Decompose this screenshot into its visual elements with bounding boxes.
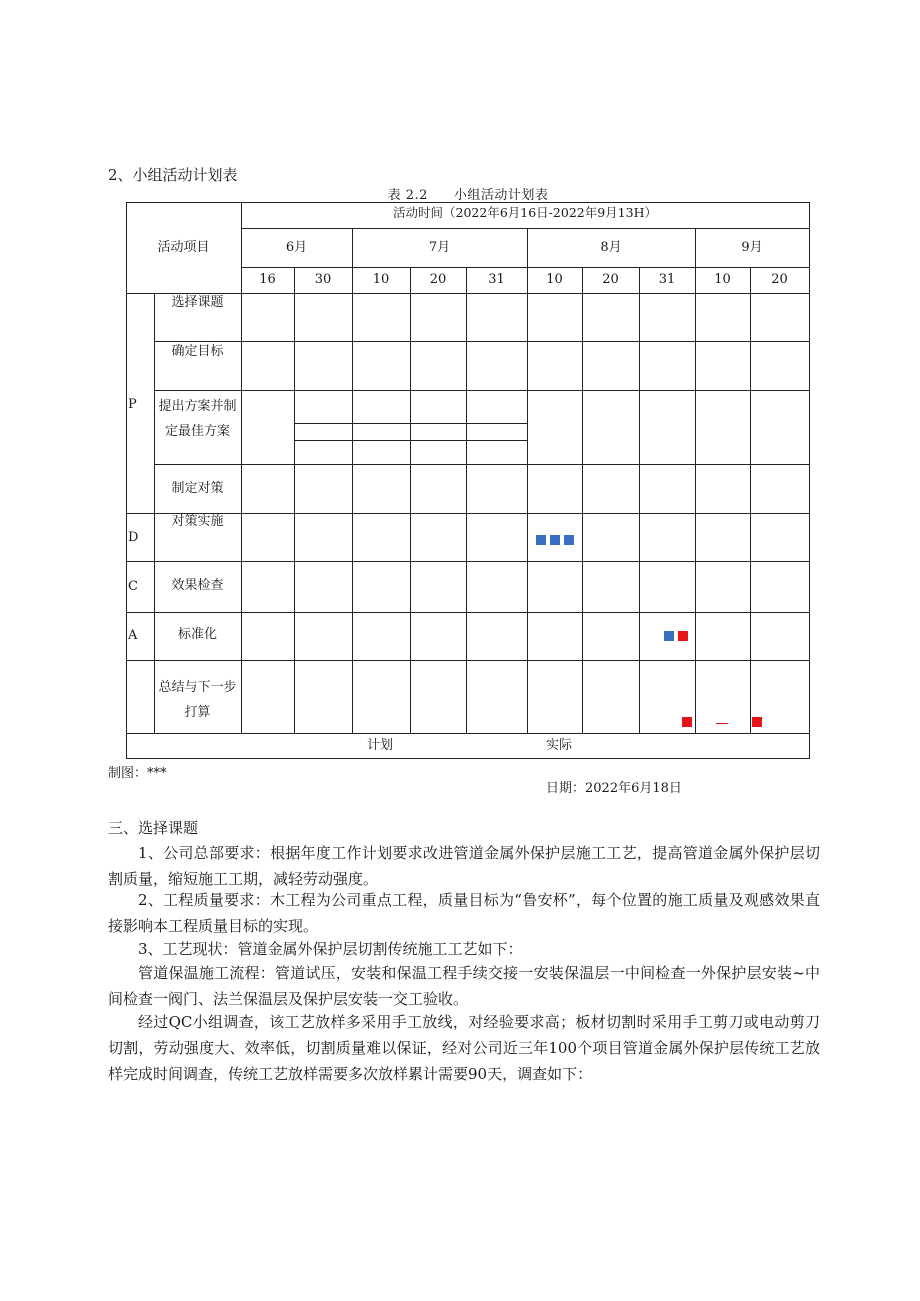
header-activity-item: 活动项目: [157, 240, 210, 255]
activity-propose-line1: 提出方案并制: [158, 399, 237, 414]
activity-standardize: 标准化: [177, 627, 217, 642]
day-cell: 20: [602, 272, 619, 287]
legend-plan: 计划: [366, 738, 393, 753]
chart-date: 日期：2022年6月18日: [546, 781, 682, 796]
phase-a-label: A: [128, 628, 138, 643]
caption-title: 小组活动计划表: [453, 188, 549, 203]
month-september: 9月: [741, 240, 763, 255]
section3-title: 三、选择课题: [108, 819, 199, 837]
day-cell: 10: [546, 272, 563, 287]
plan-marker: [564, 535, 574, 545]
day-cell: 31: [658, 272, 676, 287]
phase-c-label: C: [128, 579, 138, 594]
day-cell: 10: [714, 272, 731, 287]
day-cell: 20: [771, 272, 788, 287]
day-cell: 20: [429, 272, 447, 287]
section3-paragraph-1: 1、公司总部要求：根据年度工作计划要求改进管道金属外保护层施工工艺，提高管道金属外保护层切割质量，缩短施工工期，减轻劳动强度。: [108, 844, 820, 888]
section3-paragraph-5: 经过QC小组调查，该工艺放样多采用手工放线，对经验要求高；板材切割时采用手工剪刀或电动剪刀切割，劳动强度大、效率低，切割质量难以保证，经对公司近三年100个项目管道金属外保护层传统工艺放样完成时间调查，传统工艺放样需要多次放样累计需要90天，调查如下：: [108, 1013, 820, 1083]
section3-paragraph-2: 2、工程质量要求：木工程为公司重点工程，质量目标为“鲁安杯”，每个位置的施工质量及观感效果直接影响本工程质量目标的实现。: [108, 891, 820, 935]
chart-maker: 制图：***: [108, 766, 167, 781]
phase-p-label: P: [128, 397, 137, 412]
day-cell: 10: [372, 272, 390, 287]
section3-paragraph-4: 管道保温施工流程：管道试压，安装和保温工程手续交接一安装保温层一中间检查一外保护层安装~中间检查一阀门、法兰保温层及保护层安装一交工验收。: [108, 964, 820, 1008]
activity-propose-plan: [154, 394, 241, 444]
month-june: 6月: [285, 240, 308, 255]
day-cell: 30: [314, 272, 332, 287]
month-july: 7月: [428, 240, 451, 255]
activity-countermeasure: 制定对策: [171, 481, 224, 496]
month-august: 8月: [600, 240, 622, 255]
activity-select-topic: 选择课题: [171, 295, 224, 310]
day-cell: 31: [488, 272, 505, 287]
day-cell: 16: [259, 272, 276, 287]
activity-propose-line2: 定最佳方案: [164, 424, 230, 439]
plan-marker: [536, 535, 546, 545]
actual-marker: [682, 717, 692, 727]
plan-marker: [664, 631, 674, 641]
activity-implement: 对策实施: [171, 514, 224, 529]
actual-dash-marker: [716, 723, 728, 724]
caption-number: 表 2.2: [387, 188, 428, 203]
actual-marker: [678, 631, 688, 641]
section-heading: 2、小组活动计划表: [108, 166, 238, 184]
header-activity-time: 活动时间（2022年6月16日-2022年9月13H）: [393, 205, 657, 220]
section3-paragraph-3: 3、工艺现状：管道金属外保护层切割传统施工工艺如下：: [138, 940, 523, 958]
phase-d-label: D: [128, 530, 139, 545]
activity-set-target: 确定目标: [171, 344, 224, 359]
activity-check: 效果检查: [171, 578, 224, 593]
actual-marker: [752, 717, 762, 727]
plan-marker: [550, 535, 560, 545]
legend-actual: 实际: [545, 738, 572, 753]
activity-summary-line2: 打算: [184, 705, 211, 720]
activity-summary: [154, 675, 241, 725]
activity-summary-line1: 总结与下一步: [158, 680, 237, 695]
